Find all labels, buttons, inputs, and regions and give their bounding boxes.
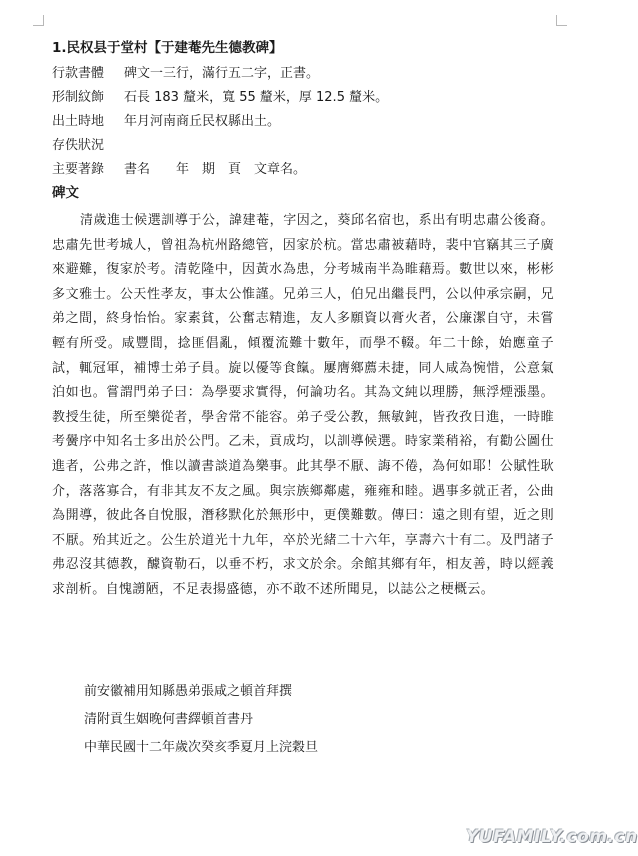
meta-label: 行款書體 — [52, 66, 105, 81]
signature-author: 前安徽補用知縣愚弟張咸之頓首拜撰 — [84, 684, 293, 699]
inscription-text: 清歲進士候選訓導于公，諱建菴，字因之，葵邱名宿也，系出有明忠肅公後裔。忠肅先世考城人，曾祖為杭州路總管，因家於杭。當忠肅被藉時，裴中官竊其三子廣來避難，復家於考。清乾隆中，因黃水為患，分考城南半為睢藉焉。數世以來，彬彬多文雅士。公天性孝友，事太公惟謹。兄弟三人，伯兄出繼長門，公以仲承宗嗣，兄弟之間，終身怡怡。家素貧，公奮志精進，友人多願資以膏火者，公廉潔自守，未嘗輕有所受。咸豐間，捻匪倡亂，傾覆流難十數年，而學不輟。年二十餘，始應童子試，輒冠軍，補博士弟子員。旋以優等食餼。屢膺鄉薦未捷，同人咸為惋惜，公意氣泊如也。嘗謂門弟子曰：為學要求實得，何論功名。其為文純以理勝，無浮煙漲墨。教授生徒，所至樂從者，學舍常不能容。弟子受公教，無敏鈍，皆孜孜日進，一時睢考黌序中知名士多出於公門。乙未，貢成均，以訓導候選。時家業稍裕，有勸公圖仕進者，公弗之許，惟以讀書談道為樂事。此其學不厭、誨不倦，為何如耶！公賦性耿介，落落寡合，有非其友不友之風。與宗族鄉鄰處，雍雍和睦。遇事多就正者，公曲為開導，彼此各自悅服，潛移默化於無形中，更僕難數。傳曰：遠之則有望，近之則不厭。殆其近之。公生於道光十九年，卒於光緒二十六年，享壽六十有二。及門諸子弗忍沒其德教，醵資勒石，以垂不朽，求文於余。余館其鄉有年，相友善，時以經義求剖析。自愧謭陋，不足表揚盛德，亦不敢不述所聞見，以誌公之梗概云。 — [52, 213, 554, 597]
meta-value: 石長 183 釐米，寬 55 釐米，厚 12.5 釐米。 — [124, 90, 389, 105]
signature-block — [84, 682, 318, 766]
page-corner-mark-left — [33, 15, 44, 26]
meta-label: 形制紋飾 — [52, 90, 105, 105]
meta-value: 碑文一三行，滿行五二字，正書。 — [124, 66, 320, 81]
meta-row-preservation — [52, 136, 388, 160]
page-corner-mark-right — [556, 15, 567, 26]
meta-label: 存佚狀況 — [52, 138, 105, 153]
signature-calligrapher: 清附貢生姻晚何書繹頓首書丹 — [84, 712, 254, 727]
meta-value: 年月河南商丘民权縣出土。 — [124, 114, 281, 129]
meta-row-references — [52, 160, 388, 184]
meta-label: 出土時地 — [52, 114, 105, 129]
signature-date: 中華民國十二年歲次癸亥季夏月上浣穀旦 — [84, 740, 319, 755]
document-title: 1.民权县于堂村【于建菴先生德教碑】 — [52, 40, 283, 56]
meta-row-dimensions — [52, 88, 388, 112]
meta-label: 主要著錄 — [52, 162, 105, 177]
section-heading: 碑文 — [52, 185, 79, 201]
meta-value: 書名 年 期 頁 文章名。 — [124, 162, 307, 177]
meta-row-excavation — [52, 112, 388, 136]
site-watermark: YUFAMILY.com.cn — [466, 827, 638, 847]
metadata-list — [52, 64, 388, 184]
meta-row-format — [52, 64, 388, 88]
